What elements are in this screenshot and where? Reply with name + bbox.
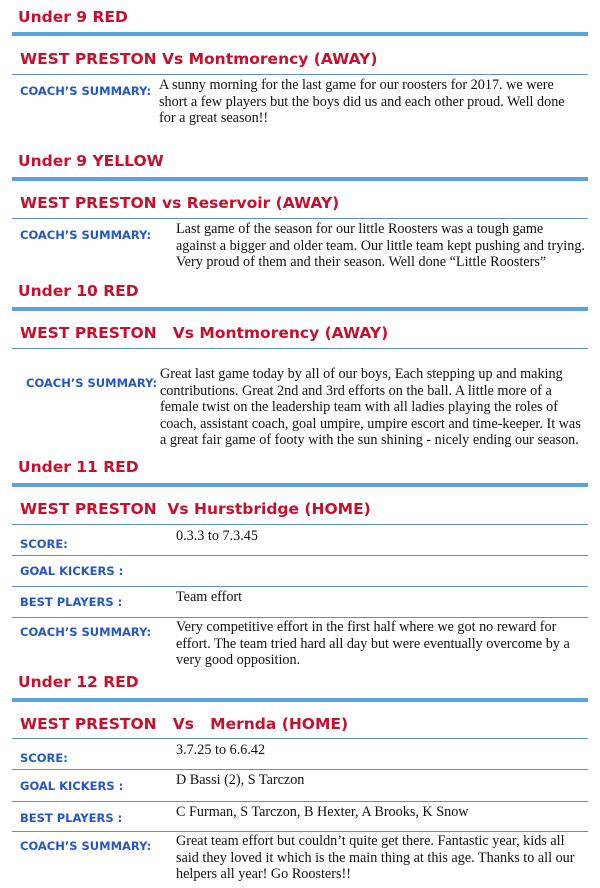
row-value: Very competitive effort in the first half where we got no reward for effort. The team tried hard all day but were eventually overcome by a very good opposition. [176,619,570,668]
team-title: Under 10 RED [18,282,139,300]
goal-kickers-row [12,769,588,801]
row-value: Great team effort but couldn’t quite get there. Fantastic year, kids all said they loved it which is the main thing at this age. Thanks to all our helpers all year! Go Roosters!! [176,833,575,882]
team-title: Under 11 RED [18,458,139,476]
summary-row [12,617,588,674]
row-value: C Furman, S Tarczon, B Hexter, A Brooks, K Snow [176,804,469,820]
row-label: COACH’S SUMMARY: [20,625,152,639]
match-title: WEST PRESTON Vs Montmorency (AWAY) [20,50,378,68]
row-value: 3.7.25 to 6.6.42 [176,742,266,758]
row-label: SCORE: [20,751,68,765]
row-value: Great last game today by all of our boys, Each stepping up and making contributions. Great 2nd and 3rd efforts on the ball. A little more of a female twist on the leadership team with all ladies playing the roles of coach, assistant coach, goal umpire, umpire escort and time-keeper. It was a great fair game of footy with the sun shining - nicely ending our season. [160,366,581,448]
match-block [12,698,588,888]
row-label: GOAL KICKERS : [20,779,124,793]
goal-kickers-row [12,555,588,586]
match-title: WEST PRESTON Vs Montmorency (AWAY) [20,324,389,342]
summary-row [12,831,588,888]
match-title: WEST PRESTON Vs Hurstbridge (HOME) [20,500,371,518]
row-label: SCORE: [20,537,68,551]
match-block [12,177,588,273]
team-title: Under 12 RED [18,673,139,691]
match-title: WEST PRESTON vs Reservoir (AWAY) [20,194,340,212]
score-row [12,738,588,769]
row-value: Team effort [176,589,243,605]
row-value [176,556,576,586]
row-value: D Bassi (2), S Tarczon [176,772,305,788]
row-label: BEST PLAYERS : [20,595,123,609]
row-value: A sunny morning for the last game for our roosters for 2017. we were short a few players but the boys did us and each other proud. Well done for a great season!! [159,77,565,126]
team-title: Under 9 RED [18,8,128,26]
row-value: 0.3.3 to 7.3.45 [176,528,258,544]
summary-row [12,348,588,453]
row-label: COACH’S SUMMARY: [20,84,152,98]
row-label: GOAL KICKERS : [20,564,124,578]
best-players-row [12,586,588,617]
match-title: WEST PRESTON Vs Mernda (HOME) [20,715,349,733]
score-row [12,524,588,555]
summary-row [12,218,588,273]
row-label: COACH’S SUMMARY: [20,839,152,853]
summary-row [12,74,588,135]
match-block [12,32,588,135]
best-players-row [12,801,588,831]
row-label: COACH’S SUMMARY: [20,228,152,242]
row-label: COACH’S SUMMARY: [26,376,158,390]
match-block [12,483,588,674]
match-block [12,307,588,453]
row-label: BEST PLAYERS : [20,811,123,825]
team-title: Under 9 YELLOW [18,152,164,170]
row-value: Last game of the season for our little Roosters was a tough game against a bigger and older team. Our little team kept pushing and trying. Very proud of them and their season. Well done “Little Roosters” [176,221,585,270]
